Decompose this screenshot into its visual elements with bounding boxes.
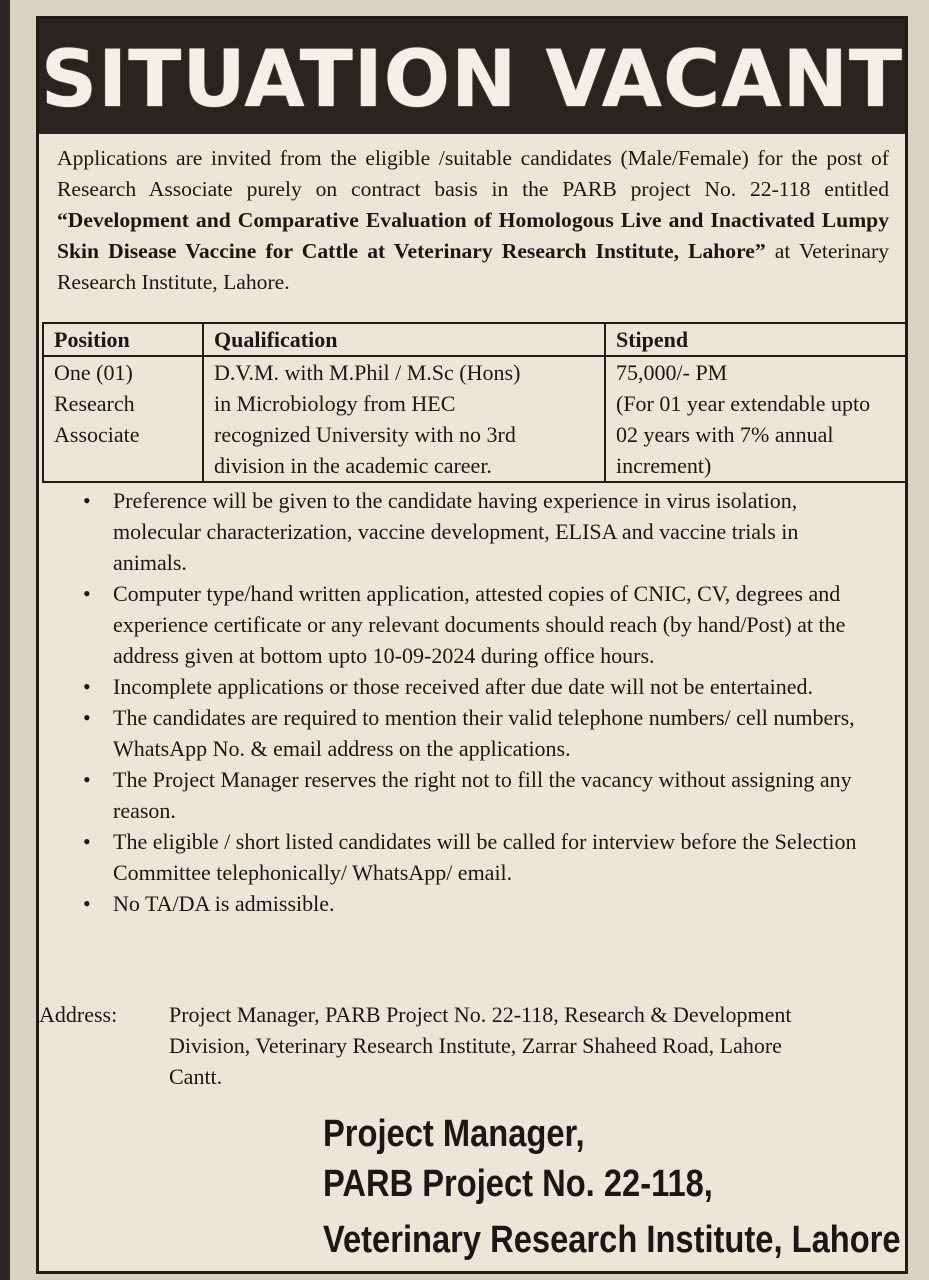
adjacent-column-edge	[0, 0, 10, 1280]
intro-tail: at Veterinary Research Institute, Lahore.	[57, 239, 889, 294]
signature-line: PARB Project No. 22-118,	[323, 1163, 713, 1205]
stipend-line: 75,000/- PM	[616, 360, 728, 385]
qualification-line: division in the academic career.	[214, 453, 492, 478]
position-line: One (01)	[54, 360, 133, 385]
header-position: Position	[43, 323, 203, 356]
conditions-list	[83, 485, 863, 919]
list-item: • The eligible / short listed candidates will be called for interview before the Selection Committee telephonically/ WhatsApp/ email.	[83, 826, 863, 888]
position-line: Research	[54, 391, 135, 416]
intro-paragraph	[57, 143, 889, 298]
list-item: • No TA/DA is admissible.	[83, 888, 863, 919]
list-item: • The candidates are required to mention their valid telephone numbers/ cell numbers, WhatsApp No. & email address on the applications.	[83, 702, 863, 764]
position-line: Associate	[54, 422, 140, 447]
list-item: • Incomplete applications or those received after due date will not be entertained.	[83, 671, 863, 702]
list-item: • Preference will be given to the candidate having experience in virus isolation, molecular characterization, vaccine development, ELISA and vaccine trials in animals.	[83, 485, 863, 578]
list-item: • Computer type/hand written application, attested copies of CNIC, CV, degrees and experience certificate or any relevant documents should reach (by hand/Post) at the address given at bottom upto 10-09-2024 during office hours.	[83, 578, 863, 671]
qualification-line: D.V.M. with M.Phil / M.Sc (Hons)	[214, 360, 521, 385]
table-row	[43, 356, 906, 482]
header-stipend: Stipend	[605, 323, 906, 356]
project-title: “Development and Comparative Evaluation of Homologous Live and Inactivated Lumpy Skin Disease Vaccine for Cattle at Veterinary Research Institute, Lahore”	[57, 208, 889, 263]
list-item: • The Project Manager reserves the right not to fill the vacancy without assigning any reason.	[83, 764, 863, 826]
cell-position	[43, 356, 203, 482]
cell-qualification	[203, 356, 605, 482]
signature-line: Veterinary Research Institute, Lahore	[323, 1219, 901, 1261]
job-advertisement	[36, 16, 908, 1274]
position-table	[42, 322, 907, 483]
qualification-line: recognized University with no 3rd	[214, 422, 516, 447]
signature-block	[323, 1109, 901, 1265]
table-header-row	[43, 323, 906, 356]
title-banner	[39, 19, 905, 134]
stipend-line: (For 01 year extendable upto	[616, 391, 871, 416]
intro-lead: Applications are invited from the eligible /suitable candidates (Male/Female) for the post of Research Associate purely on contract basis in the PARB project No. 22-118 entitled	[57, 146, 889, 201]
address-text: Project Manager, PARB Project No. 22-118, Research & Development Division, Veterinary Research Institute, Zarrar Shaheed Road, Lahore Cantt.	[169, 1002, 792, 1089]
qualification-line: in Microbiology from HEC	[214, 391, 456, 416]
header-qualification: Qualification	[203, 323, 605, 356]
ad-title: SITUATION VACANT	[40, 35, 904, 125]
address-label: Address:	[39, 1002, 118, 1027]
cell-stipend	[605, 356, 906, 482]
signature-line: Project Manager,	[323, 1113, 585, 1155]
stipend-line: 02 years with 7% annual	[616, 422, 834, 447]
stipend-line: increment)	[616, 453, 712, 478]
